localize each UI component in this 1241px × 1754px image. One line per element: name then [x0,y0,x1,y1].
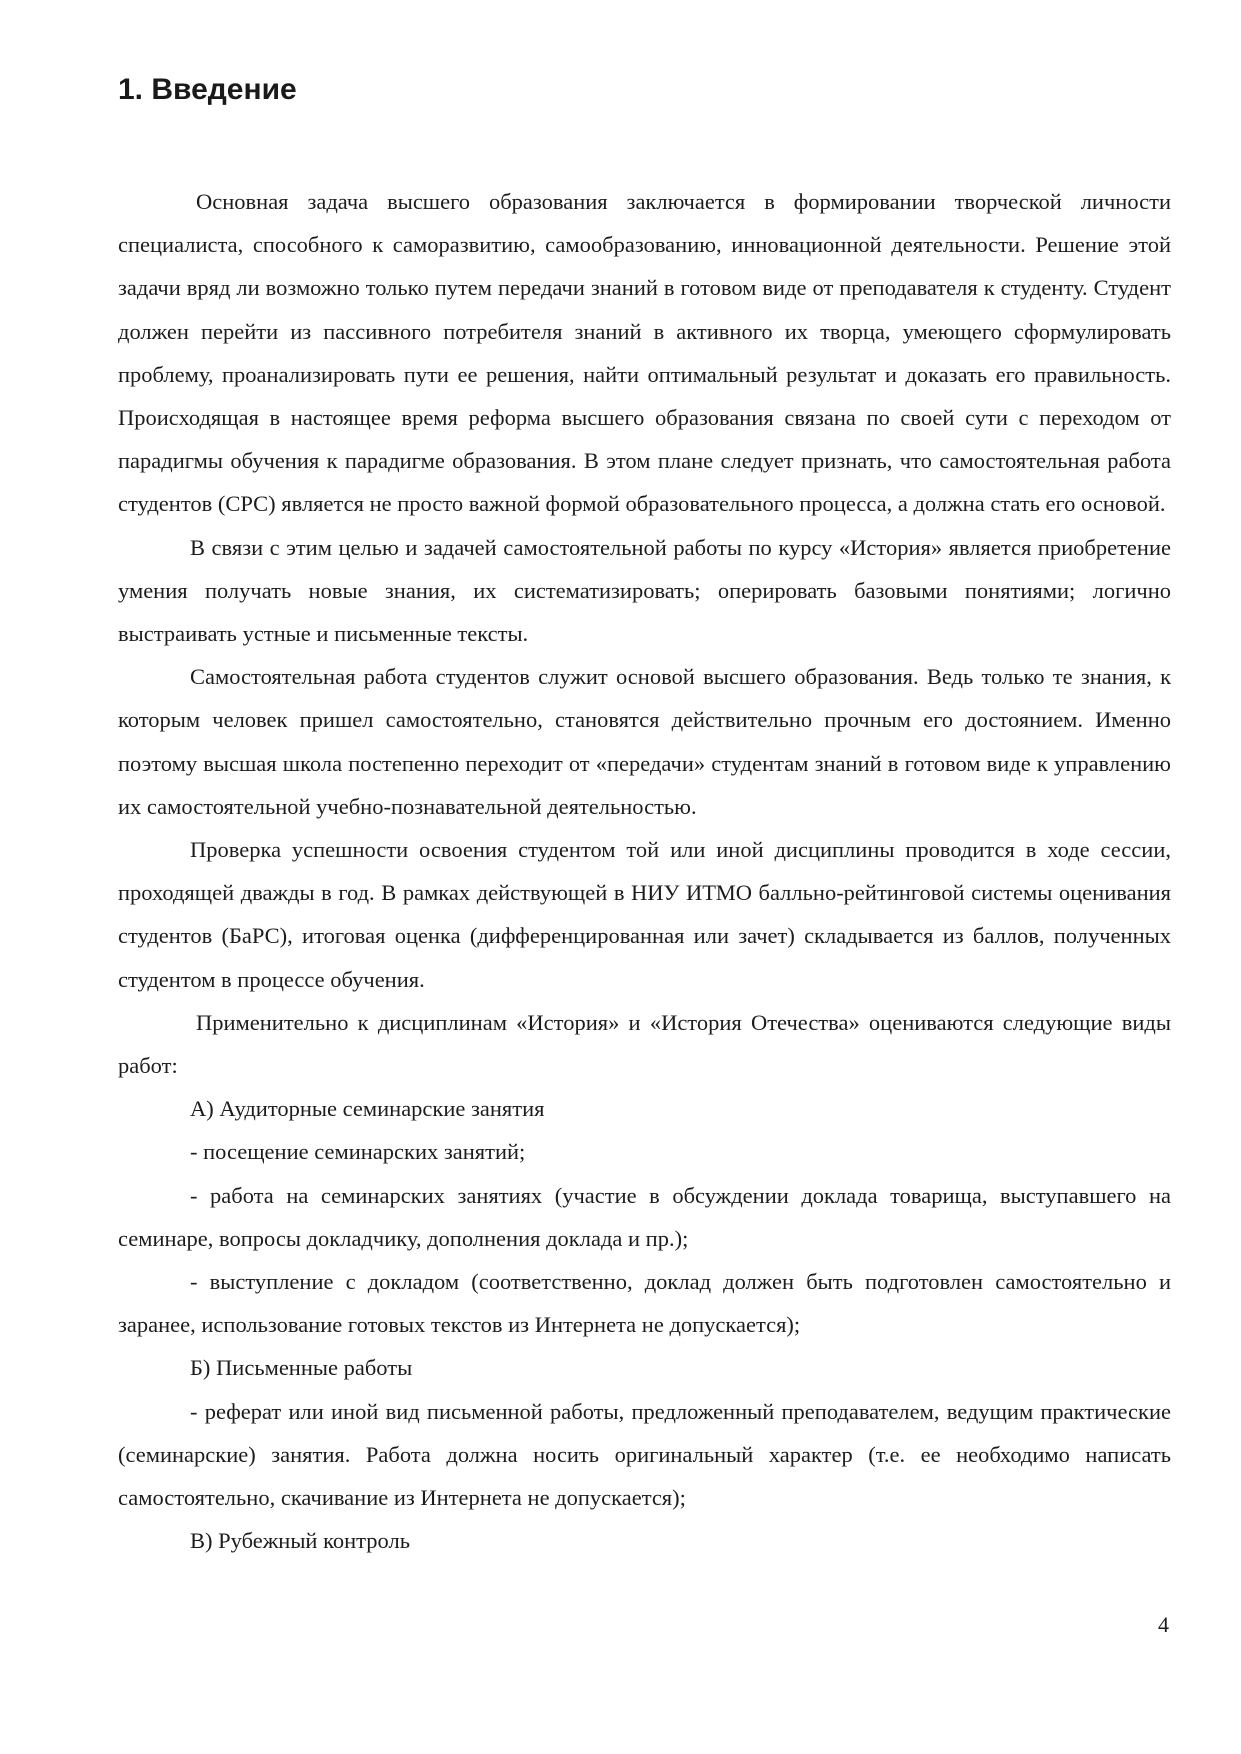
list-heading-c: В) Рубежный контроль [190,1528,410,1554]
paragraph-intro: Основная задача высшего образования заключается в формировании творческой личности специалиста, способного к саморазвитию, самообразованию, инновационной деятельности. Решение этой задачи вряд ли возможно только путем передачи знаний в готовом виде от преподавателя к студенту. Студент должен перейти из пассивного потребителя знаний в активного их творца, умеющего сформулировать проблему, проанализировать пути ее решения, найти оптимальный результат и доказать его правильность. Происходящая в настоящее время реформа высшего образования связана по своей сути с переходом от парадигмы обучения к парадигме образования. В этом плане следует признать, что самостоятельная работа студентов (СРС) является не просто важной формой образовательного процесса, а должна стать его основой. [118,189,1171,517]
paragraph-work-types: Применительно к дисциплинам «История» и «История Отечества» оцениваются следующие виды работ: [118,1009,1171,1079]
body-text [118,180,1171,1563]
list-heading-b: Б) Письменные работы [190,1355,413,1381]
paragraph-self-study: Самостоятельная работа студентов служит основой высшего образования. Ведь только те знания, к которым человек пришел самостоятельно, становятся действительно прочным его достоянием. Именно поэтому высшая школа постепенно переходит от «передачи» студентам знаний в готовом виде к управлению их самостоятельной учебно-познавательной деятельностью. [118,664,1171,819]
section-heading: 1. Введение [118,73,297,106]
list-item: - реферат или иной вид письменной работы, предложенный преподавателем, ведущим практические (семинарские) занятия. Работа должна носить оригинальный характер (т.е. ее необходимо написать самостоятельно, скачивание из Интернета не допускается); [118,1398,1171,1511]
list-heading-a: А) Аудиторные семинарские занятия [190,1096,545,1122]
list-item: - работа на семинарских занятиях (участие в обсуждении доклада товарища, выступавшего на семинаре, вопросы докладчику, дополнения доклада и пр.); [118,1182,1171,1251]
list-item: - посещение семинарских занятий; [190,1139,526,1165]
paragraph-assessment: Проверка успешности освоения студентом той или иной дисциплины проводится в ходе сессии, проходящей дважды в год. В рамках действующей в НИУ ИТМО балльно-рейтинговой системы оценивания студентов (БаРС), итоговая оценка (дифференцированная или зачет) складывается из баллов, полученных студентом в процессе обучения. [118,837,1171,992]
page-number: 4 [1158,1612,1169,1637]
list-item: - выступление с докладом (соответственно, доклад должен быть подготовлен самостоятельно и заранее, использование готовых текстов из Интернета не допускается); [118,1269,1171,1338]
paragraph-goal: В связи с этим целью и задачей самостоятельной работы по курсу «История» является приобретение умения получать новые знания, их систематизировать; оперировать базовыми понятиями; логично выстраивать устные и письменные тексты. [118,534,1171,647]
